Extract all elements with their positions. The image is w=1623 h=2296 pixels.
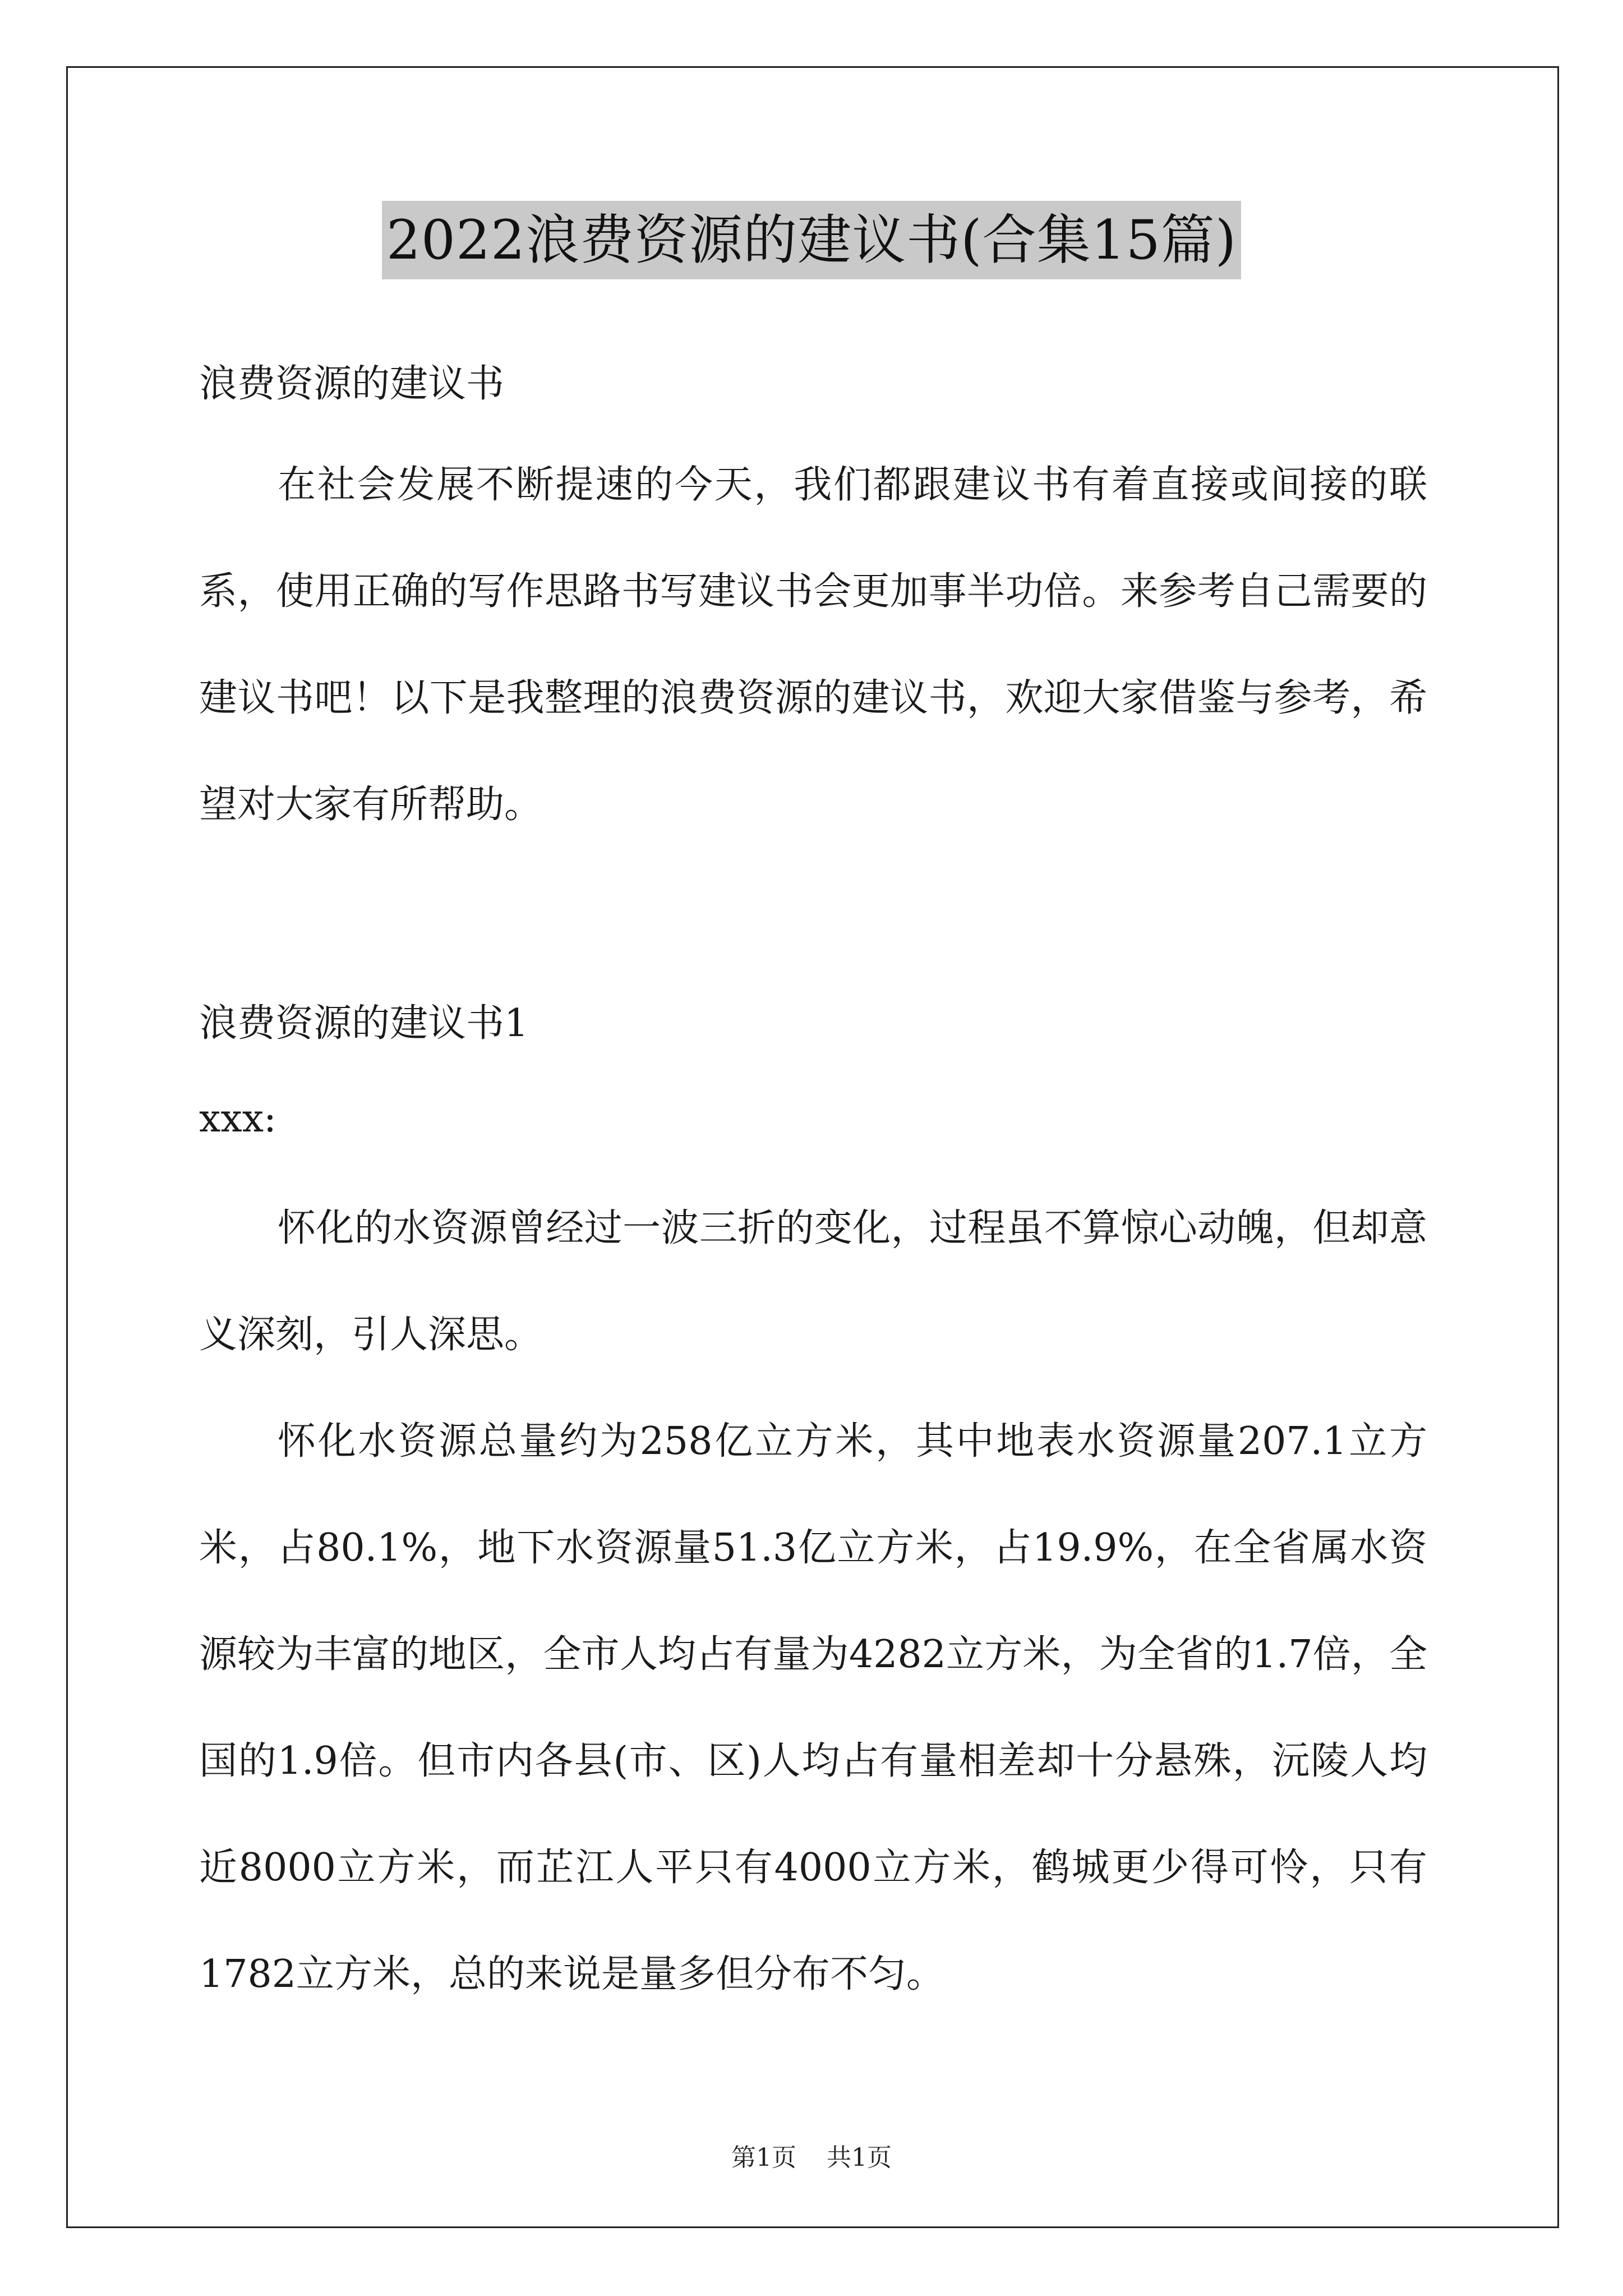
page-number-current: 第1页 bbox=[731, 2143, 796, 2172]
title-container bbox=[0, 201, 1623, 279]
intro-paragraph: 在社会发展不断提速的今天，我们都跟建议书有着直接或间接的联系，使用正确的写作思路书写建议书会更加事半功倍。来参考自己需要的建议书吧！以下是我整理的浪费资源的建议书，欢迎大家借鉴与参考，希望对大家有所帮助。 bbox=[199, 463, 1427, 827]
salutation: xxx: bbox=[199, 1097, 276, 1141]
page-number-total: 共1页 bbox=[827, 2143, 892, 2172]
paragraph-1: 怀化的水资源曾经过一波三折的变化，过程虽不算惊心动魄，但却意义深刻，引人深思。 bbox=[199, 1206, 1427, 1357]
page-footer bbox=[0, 2137, 1623, 2173]
document-title: 2022浪费资源的建议书(合集15篇) bbox=[382, 201, 1241, 279]
intro-heading: 浪费资源的建议书 bbox=[199, 362, 505, 406]
paragraph-2: 怀化水资源总量约为258亿立方米，其中地表水资源量207.1立方米，占80.1%，地下水资源量51.3亿立方米，占19.9%，在全省属水资源较为丰富的地区，全市人均占有量为4282立方米，为全省的1.7倍，全国的1.9倍。但市内各县(市、区)人均占有量相差却十分悬殊，沅陵人均近8000立方米，而芷江人平只有4000立方米，鹤城更少得可怜，只有1782立方米，总的来说是量多但分布不匀。 bbox=[199, 1419, 1427, 1996]
section-heading-1: 浪费资源的建议书1 bbox=[199, 1001, 529, 1046]
